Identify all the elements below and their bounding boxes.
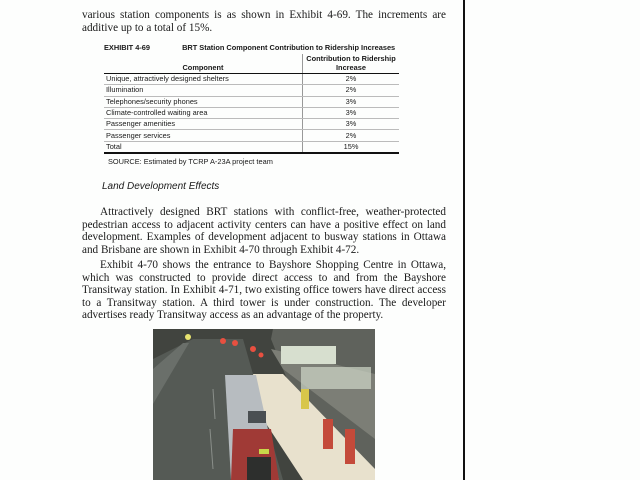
component-cell: Illumination: [104, 85, 303, 96]
paragraph-text: Exhibit 4-70 shows the entrance to Bayshore Shopping Centre in Ottawa, which was constructed to provide direct access to and from the Bayshore Transitway station. In Exhibit 4-71, two existing office towers have direct access to a Transitway station. A third tower is under construction. The developer advertises ready Transitway access as an advantage of the property.: [82, 259, 446, 322]
exhibit-table: [104, 54, 399, 154]
total-label-cell: Total: [104, 141, 303, 153]
station-photo: [153, 329, 375, 480]
table-row: [104, 96, 399, 107]
component-cell: Passenger services: [104, 130, 303, 141]
table-row: [104, 107, 399, 118]
component-cell: Unique, attractively designed shelters: [104, 74, 303, 85]
component-cell: Telephones/security phones: [104, 96, 303, 107]
body-paragraph: [82, 206, 446, 256]
exhibit-number: EXHIBIT 4-69: [104, 43, 151, 52]
table-row: [104, 74, 399, 85]
page-margin-rule: [463, 0, 465, 480]
contribution-cell: 2%: [303, 74, 400, 85]
exhibit-title: BRT Station Component Contribution to Ridership Increases: [182, 43, 396, 52]
contribution-cell: 3%: [303, 96, 400, 107]
table-row: [104, 85, 399, 96]
contribution-cell: 2%: [303, 85, 400, 96]
table-header-row: [104, 54, 399, 74]
column-header-component: Component: [104, 54, 303, 74]
paragraph-text: Attractively designed BRT stations with conflict-free, weather-protected pedestrian access to adjacent activity centers can have a positive effect on land development. Examples of development adjacent to busway stations in Ottawa and Brisbane are shown in Exhibit 4-70 through Exhibit 4-72.: [82, 206, 446, 256]
component-cell: Climate-controlled waiting area: [104, 107, 303, 118]
body-paragraph: [82, 259, 446, 322]
component-cell: Passenger amenities: [104, 119, 303, 130]
contribution-cell: 2%: [303, 130, 400, 141]
table-total-row: [104, 141, 399, 153]
section-heading: Land Development Effects: [102, 181, 220, 192]
total-value-cell: 15%: [303, 141, 400, 153]
exhibit-caption: [104, 43, 434, 52]
intro-paragraph: various station components is as shown in Exhibit 4-69. The increments are additive up to a total of 15%.: [82, 9, 446, 34]
table-row: [104, 119, 399, 130]
column-header-contribution: Contribution to Ridership Increase: [303, 54, 400, 74]
contribution-cell: 3%: [303, 119, 400, 130]
photo-illustration: [153, 329, 375, 480]
contribution-cell: 3%: [303, 107, 400, 118]
table-source-note: SOURCE: Estimated by TCRP A-23A project team: [108, 157, 273, 166]
table-row: [104, 130, 399, 141]
